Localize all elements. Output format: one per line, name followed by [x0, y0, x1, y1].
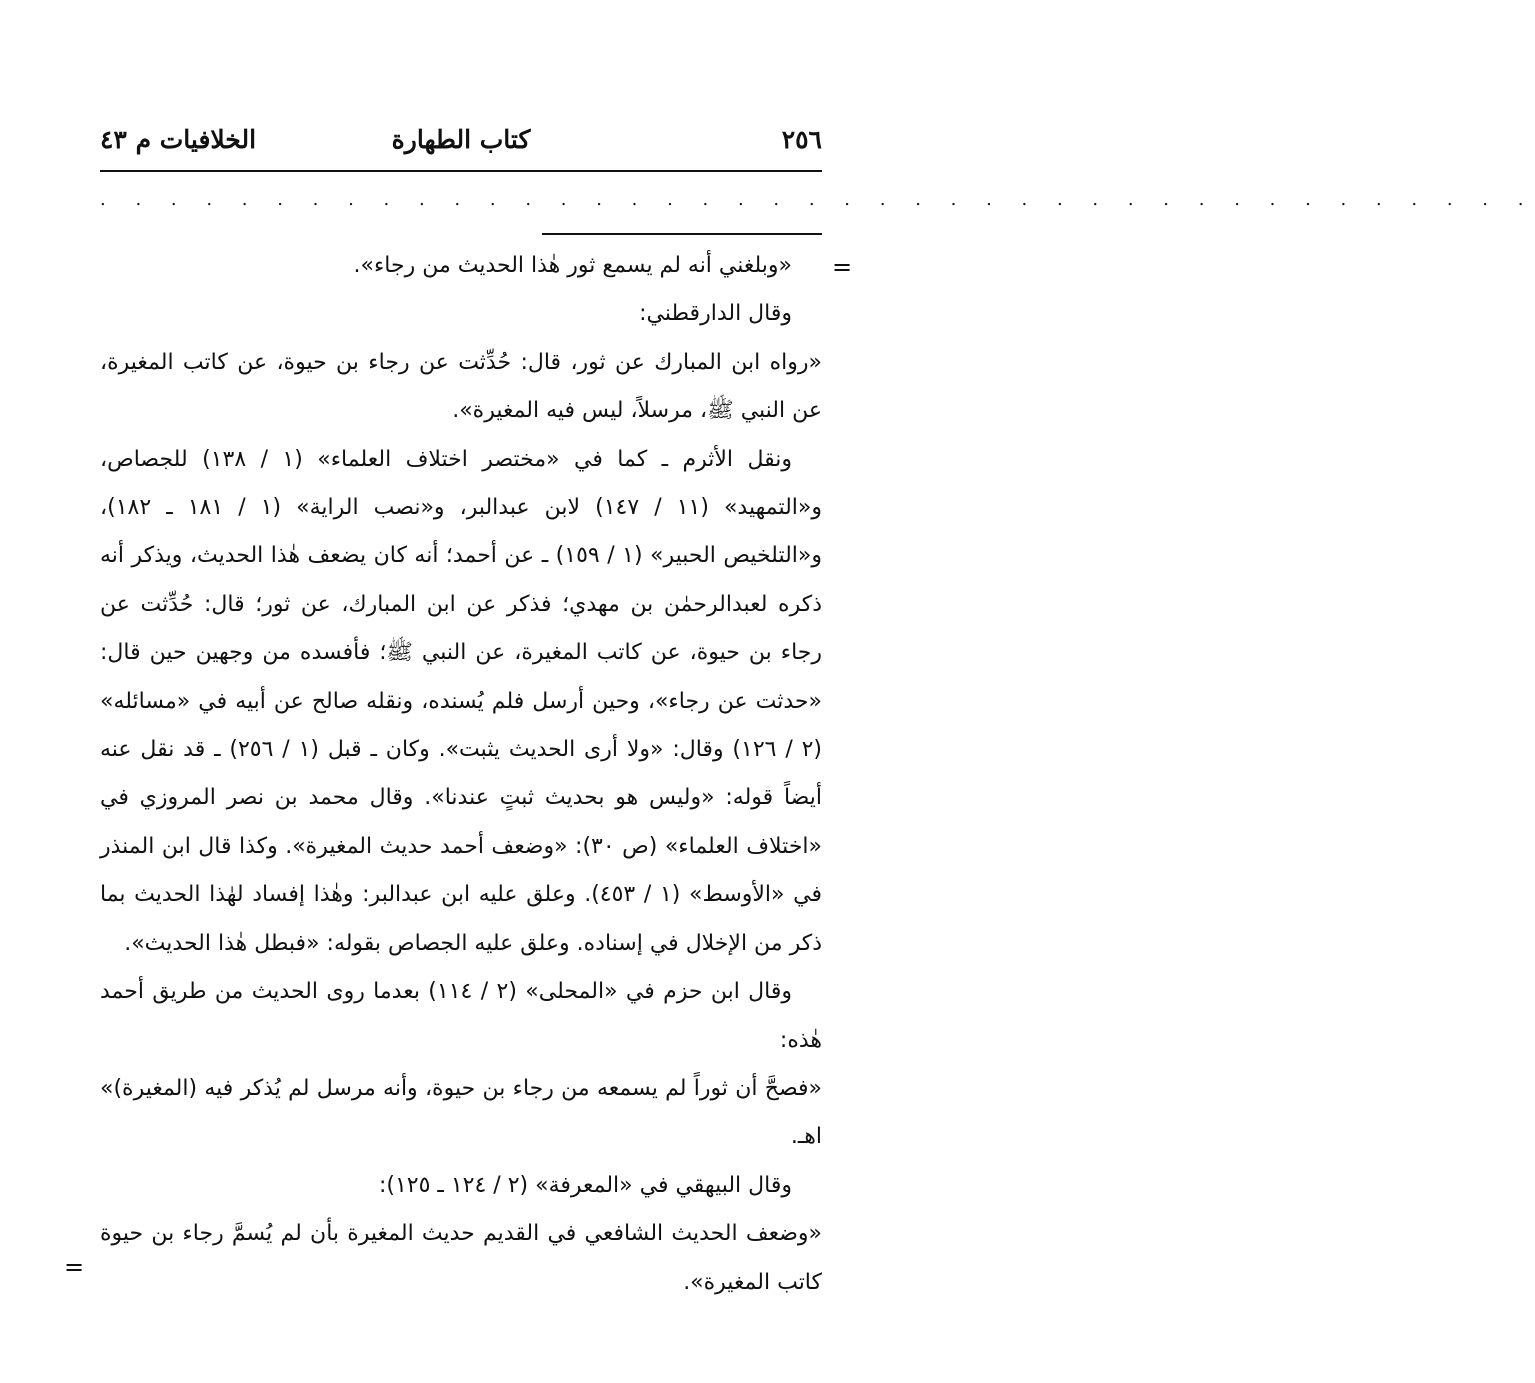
header-rule — [100, 170, 822, 172]
signature-mark: الخلافيات م ٤٣ — [100, 125, 257, 154]
dotted-separator: . . . . . . . . . . . . . . . . . . . . . . . . . . . . . . . . . . . . . . . . . — [100, 189, 1535, 210]
quote-paragraph: «فصحَّ أن ثوراً لم يسمعه من رجاء بن حيوة، وأنه مرسل لم يُذكر فيه (المغيرة)» اهـ. — [100, 1075, 822, 1150]
attribution-line: وقال البيهقي في «المعرفة» (٢ / ١٢٤ ـ ١٢٥): — [378, 1172, 792, 1198]
quote-paragraph: «وبلغني أنه لم يسمع ثور هٰذا الحديث من رجاء». — [353, 253, 792, 278]
footnote-text — [100, 242, 822, 1307]
running-header — [100, 120, 822, 164]
continuation-mark-top: = — [832, 253, 853, 281]
footnote-rule — [542, 233, 822, 235]
body-paragraph: ونقل الأثرم ـ كما في «مختصر اختلاف العلماء» (١ / ١٣٨) للجصاص، و«التمهيد» (١١ / ١٤٧) لابن عبدالبر، و«نصب الراية» (١ / ١٨١ ـ ١٨٢)، و«التلخيص الحبير» (١ / ١٥٩) ـ عن أحمد؛ أنه كان يضعف هٰذا الحديث، ويذكر أنه ذكره لعبدالرحمٰن بن مهدي؛ فذكر عن ابن المبارك، عن ثور؛ قال: حُدِّثت عن رجاء بن حيوة، عن كاتب المغيرة، عن النبي ﷺ؛ فأفسده من وجهين حين قال: «حدثت عن رجاء»، وحين أرسل فلم يُسنده، ونقله صالح عن أبيه في «مسائله» (٢ / ١٢٦) وقال: «ولا أرى الحديث يثبت». وكان ـ قبل (١ / ٢٥٦) ـ قد نقل عنه أيضاً قوله: «وليس هو بحديث ثبتٍ عندنا». وقال محمد بن نصر المروزي في «اختلاف العلماء» (ص ٣٠): «وضعف أحمد حديث المغيرة». وكذا قال ابن المنذر في «الأوسط» (١ / ٤٥٣). وعلق عليه ابن عبدالبر: وهٰذا إفساد لهٰذا الحديث بما ذكر من الإخلال في إسناده. وعلق عليه الجصاص بقوله: «فبطل هٰذا الحديث». — [100, 446, 823, 956]
continuation-mark-bottom: = — [64, 1253, 85, 1281]
quote-paragraph: «وضعف الحديث الشافعي في القديم حديث المغيرة بأن لم يُسمَّ رجاء بن حيوة كاتب المغيرة». — [100, 1221, 822, 1295]
attribution-line: وقال الدارقطني: — [639, 301, 792, 327]
page-number: ٢٥٦ — [781, 125, 822, 154]
book-title: كتاب الطهارة — [391, 125, 531, 154]
body-paragraph: وقال ابن حزم في «المحلى» (٢ / ١١٤) بعدما روى الحديث من طريق أحمد هٰذه: — [100, 979, 822, 1053]
quote-paragraph: «رواه ابن المبارك عن ثور، قال: حُدِّثت عن رجاء بن حيوة، عن كاتب المغيرة، عن النبي ﷺ، مرسلاً، ليس فيه المغيرة». — [100, 349, 822, 424]
